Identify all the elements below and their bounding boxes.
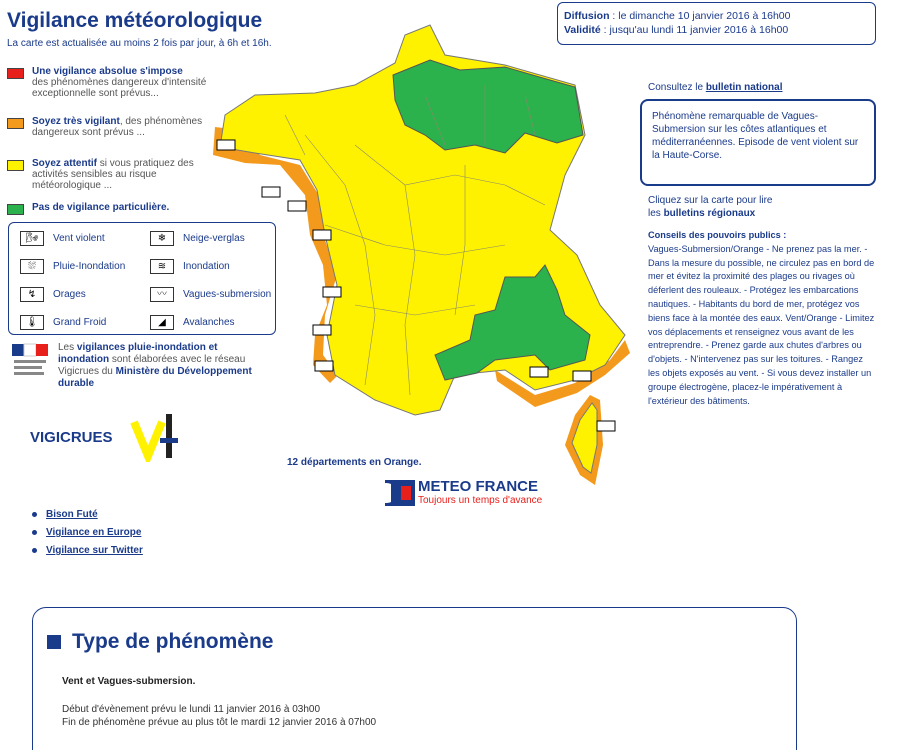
vigilance-europe-link[interactable]: Vigilance en Europe [46, 527, 142, 538]
legend-red-strong: Une vigilance absolue s'impose [32, 66, 183, 77]
france-map[interactable] [205, 15, 645, 505]
wave-icon [323, 287, 341, 297]
wave-icon [530, 367, 548, 377]
risk-orages [20, 287, 86, 302]
phenomenon-note-box [640, 99, 876, 186]
bullet-dot [32, 512, 37, 517]
phenomenon-end: Fin de phénomène prévue au plus tôt le mardi 12 janvier 2016 à 07h00 [62, 717, 377, 728]
avalanche-icon: ◢ [150, 315, 174, 330]
vigicrues-note-strong2: Ministère du Développement durable [58, 366, 252, 389]
phenomenon-note-text: Phénomène remarquable de Vagues-Submersion sur les côtes atlantiques et méditerranéennes. Episode de vent violent sur la Haute-Corse. [652, 111, 859, 161]
wave-icon [313, 230, 331, 240]
vigicrues-note-part2: sont élaborées avec le réseau Vigicrues du [58, 354, 246, 377]
thermometer-icon: 🌡 [20, 315, 44, 330]
wave-icon [262, 187, 280, 197]
validite-value: : jusqu'au lundi 11 janvier 2016 à 16h00 [600, 24, 789, 36]
legend-green [7, 202, 222, 215]
risk-froid [20, 315, 106, 330]
phenomenon-type-title [47, 630, 273, 654]
legend-green-strong: Pas de vigilance particulière. [32, 202, 170, 213]
vigicrues-v-icon [130, 410, 182, 462]
flood-icon: ≋ [150, 259, 174, 274]
page-subtitle: La carte est actualisée au moins 2 fois par jour, à 6h et 16h. [7, 38, 272, 49]
green-swatch [7, 204, 24, 215]
conseils-title: Conseils des pouvoirs publics : [648, 230, 787, 240]
vigicrues-note-strong1: vigilances pluie-inondation et inondation [58, 342, 218, 365]
wind-icon: 🌬 [20, 231, 44, 246]
click-prefix: les [648, 208, 664, 219]
wave-icon [597, 421, 615, 431]
rain-flood-icon: ⛆ [20, 259, 44, 274]
risk-orages-label: Orages [53, 289, 86, 300]
legend-orange-strong: Soyez très vigilant [32, 116, 120, 127]
phenomenon-title-text: Type de phénomène [72, 630, 274, 653]
wave-icon [573, 371, 591, 381]
vigilance-twitter-link[interactable]: Vigilance sur Twitter [46, 545, 143, 556]
legend-red-text: des phénomènes dangereux d'intensité exceptionnelle sont prévus... [32, 77, 207, 99]
ministere-logo [10, 342, 50, 384]
link-item [32, 509, 98, 520]
legend-yellow-text: si vous pratiquez des activités sensibles au risque météorologique ... [32, 158, 194, 191]
phenomenon-start: Début d'évènement prévu le lundi 11 janvier 2016 à 03h00 [62, 704, 321, 715]
phenomenon-type-value: Vent et Vagues-submersion. [62, 676, 196, 687]
orange-swatch [7, 118, 24, 129]
legend-orange-text: , des phénomènes dangereux sont prévus ... [32, 116, 203, 138]
risk-pluie [20, 259, 125, 274]
risk-inondation-label: Inondation [183, 261, 230, 272]
bullet-dot [32, 548, 37, 553]
legend-yellow [7, 158, 222, 191]
consult-national [648, 82, 782, 93]
risk-vent [20, 231, 105, 246]
meteo-france-slogan: Toujours un temps d'avance [418, 495, 543, 506]
risk-pluie-label: Pluie-Inondation [53, 261, 126, 272]
vigicrues-logo[interactable]: VIGICRUES [30, 429, 113, 446]
diffusion-value: : le dimanche 10 janvier 2016 à 16h00 [609, 10, 791, 22]
risk-froid-label: Grand Froid [53, 317, 107, 328]
title-square-icon [47, 635, 61, 649]
bison-fute-link[interactable]: Bison Futé [46, 509, 98, 520]
wave-icon [217, 140, 235, 150]
risk-vent-label: Vent violent [53, 233, 105, 244]
wave-icon [313, 325, 331, 335]
lightning-icon: ↯ [20, 287, 44, 302]
wave-icon: 〰 [150, 287, 174, 302]
red-swatch [7, 68, 24, 79]
diffusion-box [557, 2, 876, 45]
risk-avalanches-label: Avalanches [183, 317, 235, 328]
yellow-swatch [7, 160, 24, 171]
snow-icon: ❄ [150, 231, 174, 246]
meteo-france-name: METEO FRANCE [418, 478, 538, 495]
conseils-text: Vagues-Submersion/Orange - Ne prenez pas la mer. - Dans la mesure du possible, ne circulez pas en bord de mer et évitez la proximité des plages ou rivages où déferlent des rouleaux. - Protégez les embarcations nautiques. - Habitants du bord de mer, protégez vos biens face à la montée des eaux. Vent/Orange - Limitez vos déplacements et renseignez vous avant de les entreprendre. - Prenez garde aux chutes d'arbres ou d'objets. - N'intervenez pas sur les toitures. - Rangez les objets exposés au vent. - Si vous devez installer un groupe électrogène, placez-le impérativement à l'extérieur des bâtiments. [648, 243, 875, 406]
legend-yellow-strong: Soyez attentif [32, 158, 98, 169]
risk-neige-label: Neige-verglas [183, 233, 245, 244]
risk-vagues-label: Vagues-submersion [183, 289, 272, 300]
meteo-france-logo-icon [385, 480, 415, 506]
bullet-dot [32, 530, 37, 535]
click-regional [648, 194, 773, 220]
bulletin-national-link[interactable]: bulletin national [705, 82, 783, 93]
link-item [32, 545, 143, 556]
wave-icon [315, 361, 333, 371]
legend-red [7, 66, 222, 99]
diffusion-label: Diffusion [564, 10, 610, 22]
vigicrues-note-part1: Les [58, 342, 77, 353]
click-line1: Cliquez sur la carte pour lire [648, 195, 773, 206]
link-item [32, 527, 141, 538]
map-caption: 12 départements en Orange. [287, 457, 422, 468]
consult-prefix: Consultez le [648, 82, 706, 93]
validite-label: Validité [564, 24, 601, 36]
bulletins-regionaux-link[interactable]: bulletins régionaux [663, 208, 756, 219]
conseils-block [648, 229, 876, 408]
wave-icon [288, 201, 306, 211]
page-title: Vigilance météorologique [7, 9, 263, 32]
legend-orange [7, 116, 222, 138]
